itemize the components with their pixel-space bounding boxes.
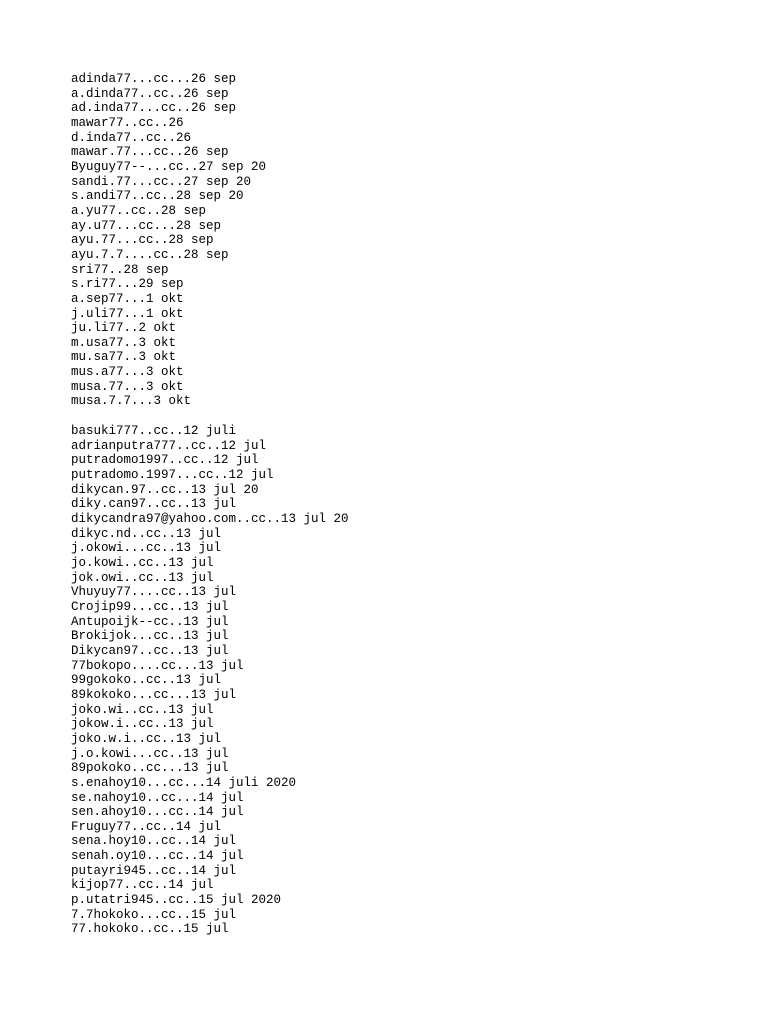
text-line: sri77..28 sep: [71, 262, 169, 277]
text-line: Fruguy77..cc..14 jul: [71, 819, 222, 834]
text-line: jok.owi..cc..13 jul: [71, 570, 214, 585]
text-line: 89pokoko..cc...13 jul: [71, 761, 229, 776]
text-line: ay.u77...cc...28 sep: [71, 218, 222, 233]
text-line: s.andi77..cc..28 sep 20: [71, 189, 244, 204]
text-line: 89kokoko...cc...13 jul: [71, 687, 237, 702]
text-line: 77.hokoko..cc..15 jul: [71, 922, 229, 937]
text-line: joko.wi..cc..13 jul: [71, 702, 214, 717]
text-line: Antupoijk--cc..13 jul: [71, 614, 229, 629]
text-block-jul: [71, 424, 731, 937]
text-line: musa.7.7...3 okt: [71, 394, 192, 409]
text-line: basuki777..cc..12 juli: [71, 424, 237, 439]
text-line: 7.7hokoko...cc..15 jul: [71, 907, 237, 922]
document-page: [71, 72, 731, 937]
text-line: mu.sa77..3 okt: [71, 350, 177, 365]
text-line: dikycan.97..cc..13 jul 20: [71, 482, 259, 497]
text-line: joko.w.i..cc..13 jul: [71, 731, 222, 746]
text-line: m.usa77..3 okt: [71, 335, 177, 350]
text-line: ju.li77..2 okt: [71, 321, 177, 336]
text-line: j.uli77...1 okt: [71, 306, 184, 321]
text-line: ayu.7.7....cc..28 sep: [71, 247, 229, 262]
text-line: a.yu77..cc..28 sep: [71, 203, 207, 218]
text-line: j.okowi...cc..13 jul: [71, 541, 222, 556]
text-line: se.nahoy10..cc...14 jul: [71, 790, 244, 805]
paragraph-gap: [71, 409, 731, 424]
text-line: mus.a77...3 okt: [71, 365, 184, 380]
text-block-sep-okt: [71, 72, 731, 409]
text-line: s.ri77...29 sep: [71, 277, 184, 292]
text-line: dikyc.nd..cc..13 jul: [71, 526, 222, 541]
text-line: sena.hoy10..cc..14 jul: [71, 834, 237, 849]
text-line: sandi.77...cc..27 sep 20: [71, 174, 252, 189]
text-line: diky.can97..cc..13 jul: [71, 497, 237, 512]
text-line: mawar77..cc..26: [71, 115, 184, 130]
text-line: a.sep77...1 okt: [71, 291, 184, 306]
text-line: putradomo1997..cc..12 jul: [71, 453, 259, 468]
text-line: d.inda77..cc..26: [71, 130, 192, 145]
text-line: jokow.i..cc..13 jul: [71, 717, 214, 732]
text-line: senah.oy10...cc..14 jul: [71, 849, 244, 864]
text-line: s.enahoy10...cc...14 juli 2020: [71, 775, 297, 790]
text-line: j.o.kowi...cc..13 jul: [71, 746, 229, 761]
text-line: putayri945..cc..14 jul: [71, 863, 237, 878]
text-line: 99gokoko..cc..13 jul: [71, 673, 222, 688]
text-line: ayu.77...cc..28 sep: [71, 233, 214, 248]
text-line: putradomo.1997...cc..12 jul: [71, 468, 274, 483]
text-line: kijop77..cc..14 jul: [71, 878, 214, 893]
text-line: ad.inda77...cc..26 sep: [71, 101, 237, 116]
text-line: adinda77...cc...26 sep: [71, 72, 237, 86]
text-line: musa.77...3 okt: [71, 379, 184, 394]
text-line: Vhuyuy77....cc..13 jul: [71, 585, 237, 600]
text-line: jo.kowi..cc..13 jul: [71, 556, 214, 570]
text-line: p.utatri945..cc..15 jul 2020: [71, 893, 282, 908]
text-line: Crojip99...cc..13 jul: [71, 599, 229, 614]
text-line: mawar.77...cc..26 sep: [71, 145, 229, 160]
text-line: a.dinda77..cc..26 sep: [71, 86, 229, 101]
text-line: 77bokopo....cc...13 jul: [71, 658, 244, 673]
text-line: Byuguy77--...cc..27 sep 20: [71, 159, 267, 174]
text-line: adrianputra777..cc..12 jul: [71, 438, 267, 453]
text-line: sen.ahoy10...cc..14 jul: [71, 805, 244, 820]
text-line: dikycandra97@yahoo.com..cc..13 jul 20: [71, 512, 349, 527]
text-line: Brokijok...cc..13 jul: [71, 629, 229, 644]
text-line: Dikycan97..cc..13 jul: [71, 643, 229, 658]
